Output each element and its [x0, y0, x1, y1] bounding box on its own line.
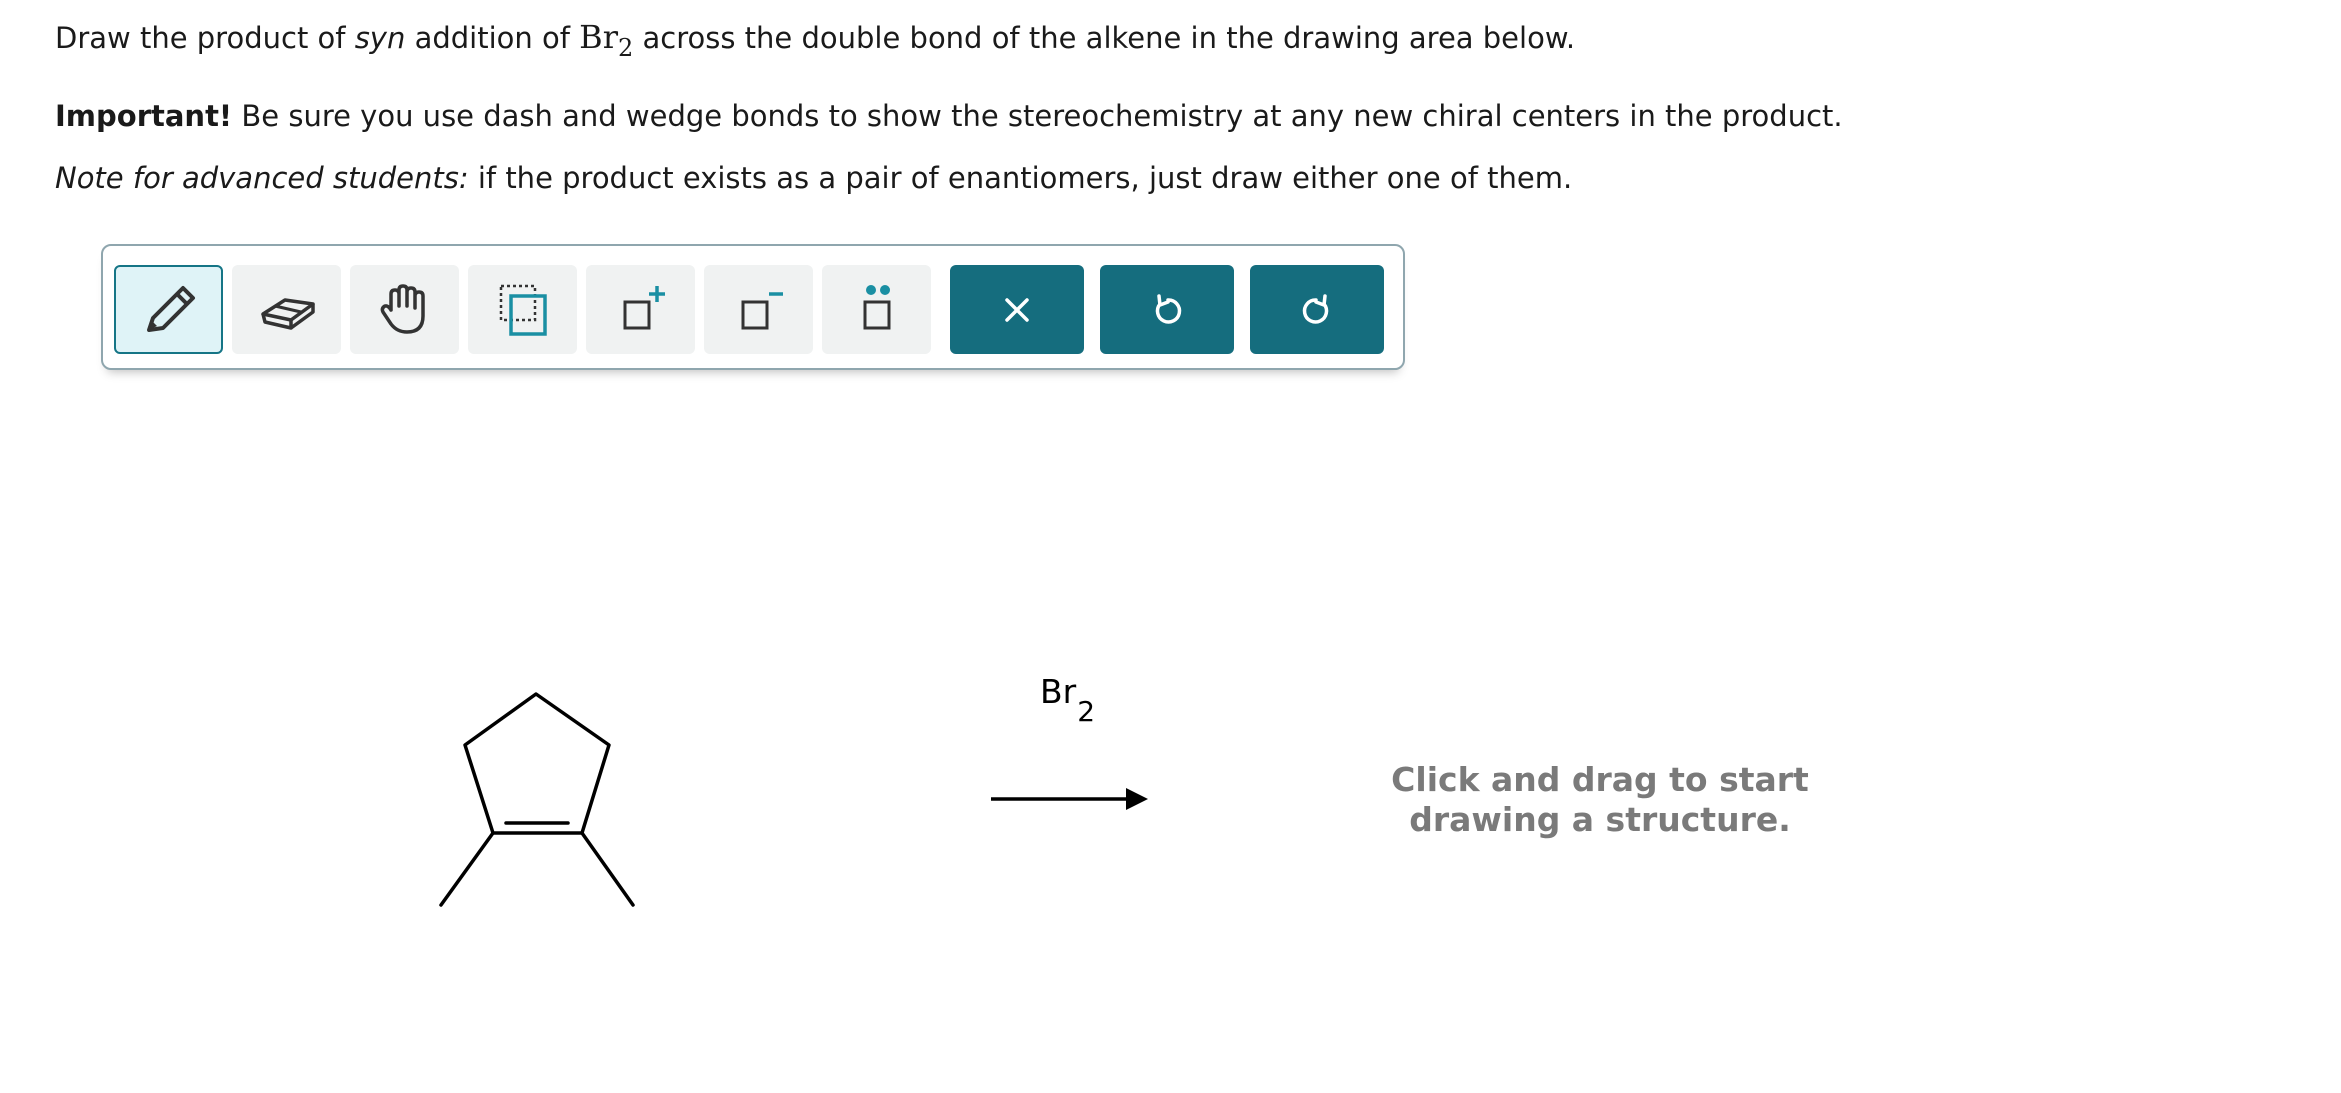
pencil-tool-button[interactable]: [114, 265, 223, 354]
select-icon: [493, 280, 553, 340]
instruction-text: across the double bond of the alkene in the drawing area below.: [633, 21, 1576, 55]
reactant-structure: [441, 694, 633, 905]
redo-icon: [1297, 290, 1337, 330]
remove-charge-tool-button[interactable]: [704, 265, 813, 354]
instruction-line-1: [55, 17, 1576, 62]
add-charge-tool-button[interactable]: [586, 265, 695, 354]
clear-button[interactable]: [950, 265, 1084, 354]
methyl-bond-left: [441, 833, 493, 905]
instruction-text: if the product exists as a pair of enantiomers, just draw either one of them.: [468, 161, 1573, 195]
instruction-text: Be sure you use dash and wedge bonds to show the stereochemistry at any new chiral centers in the product.: [232, 99, 1843, 133]
br-subscript: 2: [617, 34, 634, 62]
instruction-line-3: [55, 160, 1572, 198]
remove-charge-icon: [729, 280, 789, 340]
eraser-tool-button[interactable]: [232, 265, 341, 354]
undo-button[interactable]: [1100, 265, 1234, 354]
pencil-icon: [139, 280, 199, 340]
reagent-subscript: 2: [1077, 695, 1096, 728]
drawing-hint: Click and drag to start drawing a structure.: [1391, 760, 1809, 839]
arrow-head-icon: [1126, 788, 1148, 810]
instruction-line-2: [55, 98, 1843, 136]
select-tool-button[interactable]: [468, 265, 577, 354]
add-charge-icon: [611, 280, 671, 340]
close-icon: [997, 290, 1037, 330]
eraser-icon: [257, 280, 317, 340]
reagent-label: [1040, 672, 1096, 728]
drawing-toolbar: [101, 244, 1405, 370]
instruction-text: addition of: [405, 21, 580, 55]
important-label: Important!: [55, 99, 233, 133]
lone-pair-icon: [847, 280, 907, 340]
redo-button[interactable]: [1250, 265, 1384, 354]
lone-pair-tool-button[interactable]: [822, 265, 931, 354]
syn-term: syn: [354, 21, 406, 55]
br2-formula: [579, 18, 634, 62]
instruction-text: Draw the product of: [55, 21, 355, 55]
cyclopentene-ring: [465, 694, 609, 833]
hand-icon: [375, 280, 435, 340]
br-symbol: Br: [579, 18, 618, 56]
reagent-symbol: Br: [1040, 672, 1077, 711]
undo-icon: [1147, 290, 1187, 330]
advanced-note-label: Note for advanced students:: [55, 161, 469, 195]
hand-tool-button[interactable]: [350, 265, 459, 354]
methyl-bond-right: [582, 833, 633, 905]
reaction-arrow: [991, 788, 1148, 810]
